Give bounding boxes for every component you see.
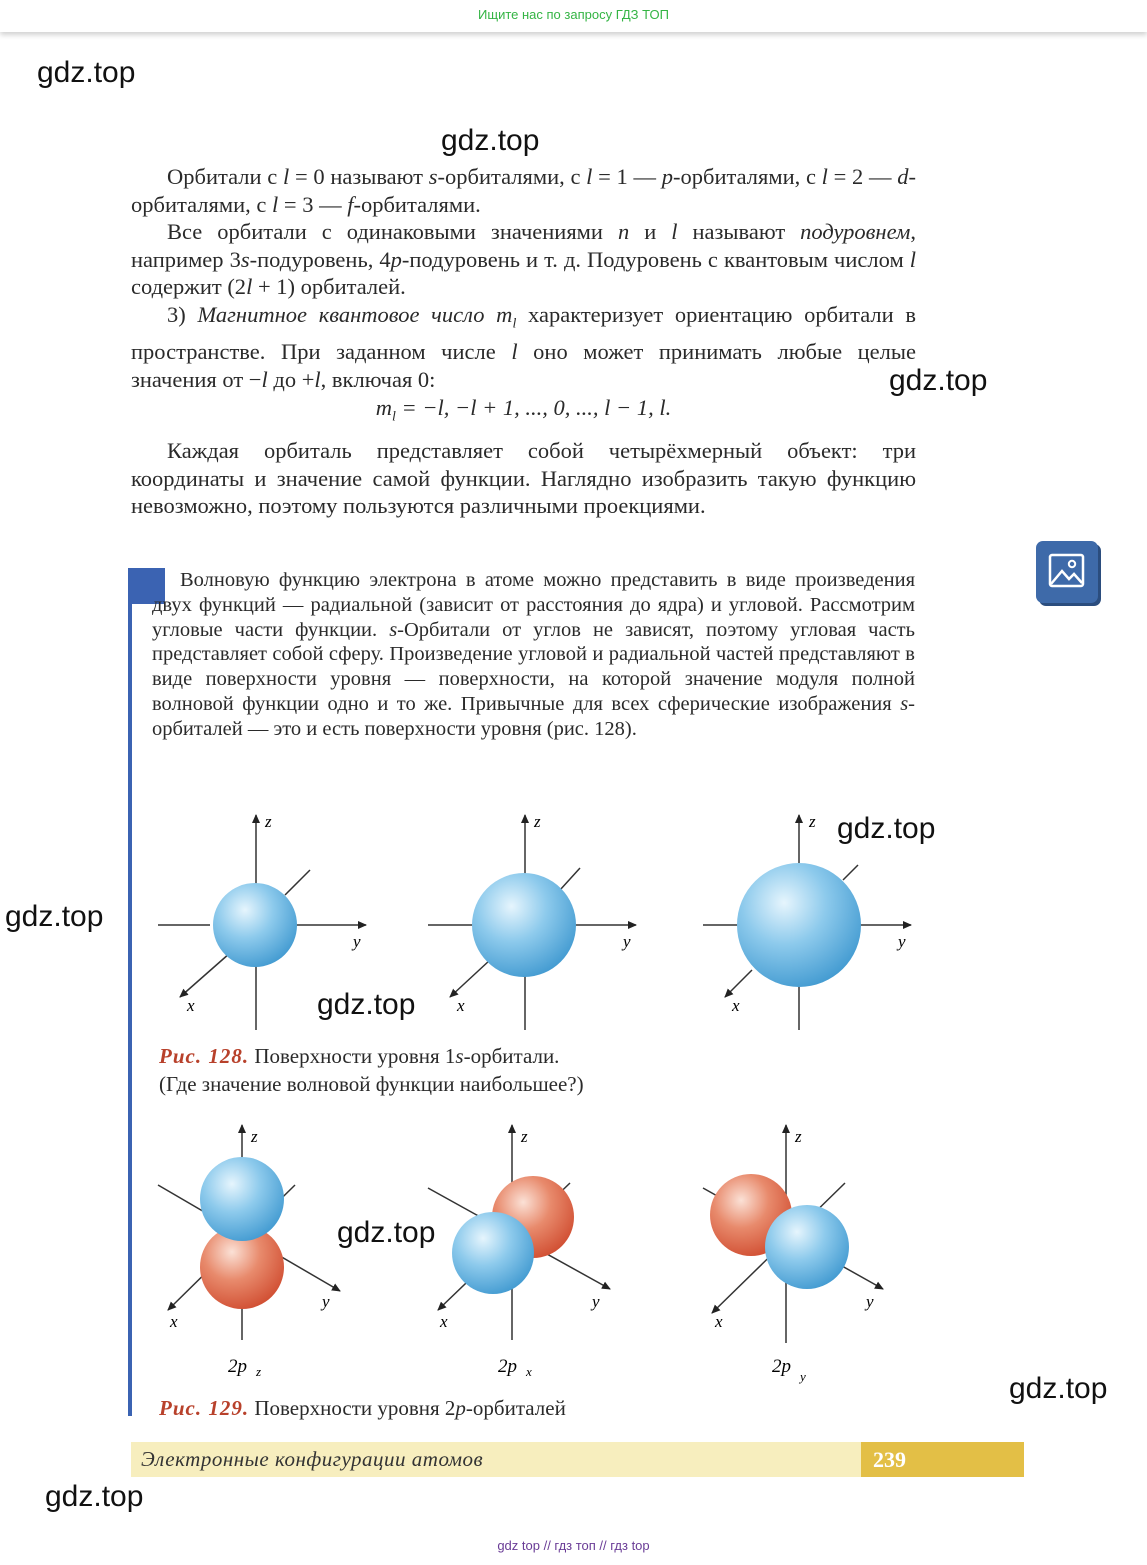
fig129-2py <box>703 1125 883 1384</box>
svg-text:z: z <box>265 812 272 831</box>
watermark: gdz.top <box>889 364 988 397</box>
svg-text:x: x <box>732 996 740 1015</box>
watermark: gdz.top <box>5 900 104 933</box>
highlight-box-text: Волновую функцию электрона в атоме можно представить в виде произведения двух функций — радиальной (зависит от расстояния до ядра) и угловой. Рассмотрим угловые части функции. s-Орбитали от углов не зависят, поэтому угловая часть представляет собой сферу. Произведение угловой и радиальной частей представляют в виде поверхности уровня — поверхности, на которой значение модуля полной волновой функции одно и то же. Привычные для всех сферические изображения s-орбиталей — это и есть поверхности уровня (рис. 128). <box>152 569 915 740</box>
image-view-button[interactable] <box>1036 541 1098 603</box>
svg-text:z: z <box>534 812 541 831</box>
fig129-2pz <box>158 1125 340 1379</box>
watermark: gdz.top <box>441 124 540 157</box>
top-banner-text: Ищите нас по запросу ГДЗ ТОП <box>478 7 669 22</box>
sidebar-accent-line <box>128 568 132 1416</box>
formula-ml: $m_l = -l$, −l + 1, ..., 0, ..., l − 1, l. <box>375 395 672 425</box>
watermark: gdz.top <box>45 1480 144 1513</box>
figure128-caption: Рис. 128. Поверхности уровня 1s-орбитали. (Где значение волновой функции наибольшее?) <box>159 1044 584 1096</box>
svg-text:2p: 2p <box>772 1356 791 1377</box>
svg-text:z: z <box>251 1127 258 1146</box>
svg-text:z: z <box>521 1127 528 1146</box>
svg-text:x: x <box>187 996 195 1015</box>
paragraph-four-dimensional: Каждая орбиталь представляет собой четырёхмерный объект: три координаты и значение самой функции. Наглядно изобразить такую функцию невозможно, поэтому пользуются различными проекциями. <box>131 438 916 518</box>
paragraph-orbital-types: Орбитали с l = 0 называют s-орбиталями, с l = 1 — p-орбиталями, с l = 2 — d-орбиталями, с l = 3 — f-орбиталями. <box>131 164 916 217</box>
svg-text:x: x <box>526 1364 532 1379</box>
svg-text:z: z <box>809 812 816 831</box>
footer-page-number: 239 <box>861 1442 1024 1477</box>
svg-text:y: y <box>866 1292 874 1311</box>
svg-text:y: y <box>353 932 361 951</box>
svg-text:y: y <box>800 1369 806 1384</box>
svg-text:z: z <box>795 1127 802 1146</box>
svg-text:2p: 2p <box>228 1356 247 1377</box>
svg-text:y: y <box>322 1292 330 1311</box>
image-icon <box>1036 541 1098 603</box>
fig128-sphere-medium <box>428 812 636 1030</box>
svg-text:z: z <box>256 1364 262 1379</box>
svg-text:2p: 2p <box>498 1356 517 1377</box>
top-banner[interactable] <box>0 0 1147 32</box>
figure129-caption: Рис. 129. Поверхности уровня 2p-орбиталей <box>159 1396 566 1420</box>
bottom-links[interactable]: gdz top // гдз топ // гдз top <box>497 1538 650 1553</box>
fig129-2px <box>428 1125 610 1379</box>
paragraph-magnetic-number: 3) Магнитное квантовое число $m_l$ характеризует ориентацию орбитали в пространстве. При заданном числе l оно может принимать любые целые значения от −l до +l, включая 0: <box>131 302 917 392</box>
svg-text:x: x <box>170 1312 178 1331</box>
svg-text:y: y <box>898 932 906 951</box>
svg-text:y: y <box>592 1292 600 1311</box>
svg-text:y: y <box>623 932 631 951</box>
watermark: gdz.top <box>1009 1372 1108 1405</box>
watermark: gdz.top <box>37 56 136 89</box>
paragraph-sublevel: Все орбитали с одинаковыми значениями n и l называют подуровнем, например 3s-подуровень, 4p-подуровень и т. д. Подуровень с квантовым числом l содержит (2l + 1) орбиталей. <box>131 219 916 299</box>
footer-chapter-title: Электронные конфигурации атомов <box>141 1447 484 1471</box>
watermark: gdz.top <box>337 1216 436 1249</box>
watermark: gdz.top <box>317 988 416 1021</box>
svg-text:x: x <box>715 1312 723 1331</box>
watermark: gdz.top <box>837 812 936 845</box>
svg-text:x: x <box>440 1312 448 1331</box>
svg-text:x: x <box>457 996 465 1015</box>
